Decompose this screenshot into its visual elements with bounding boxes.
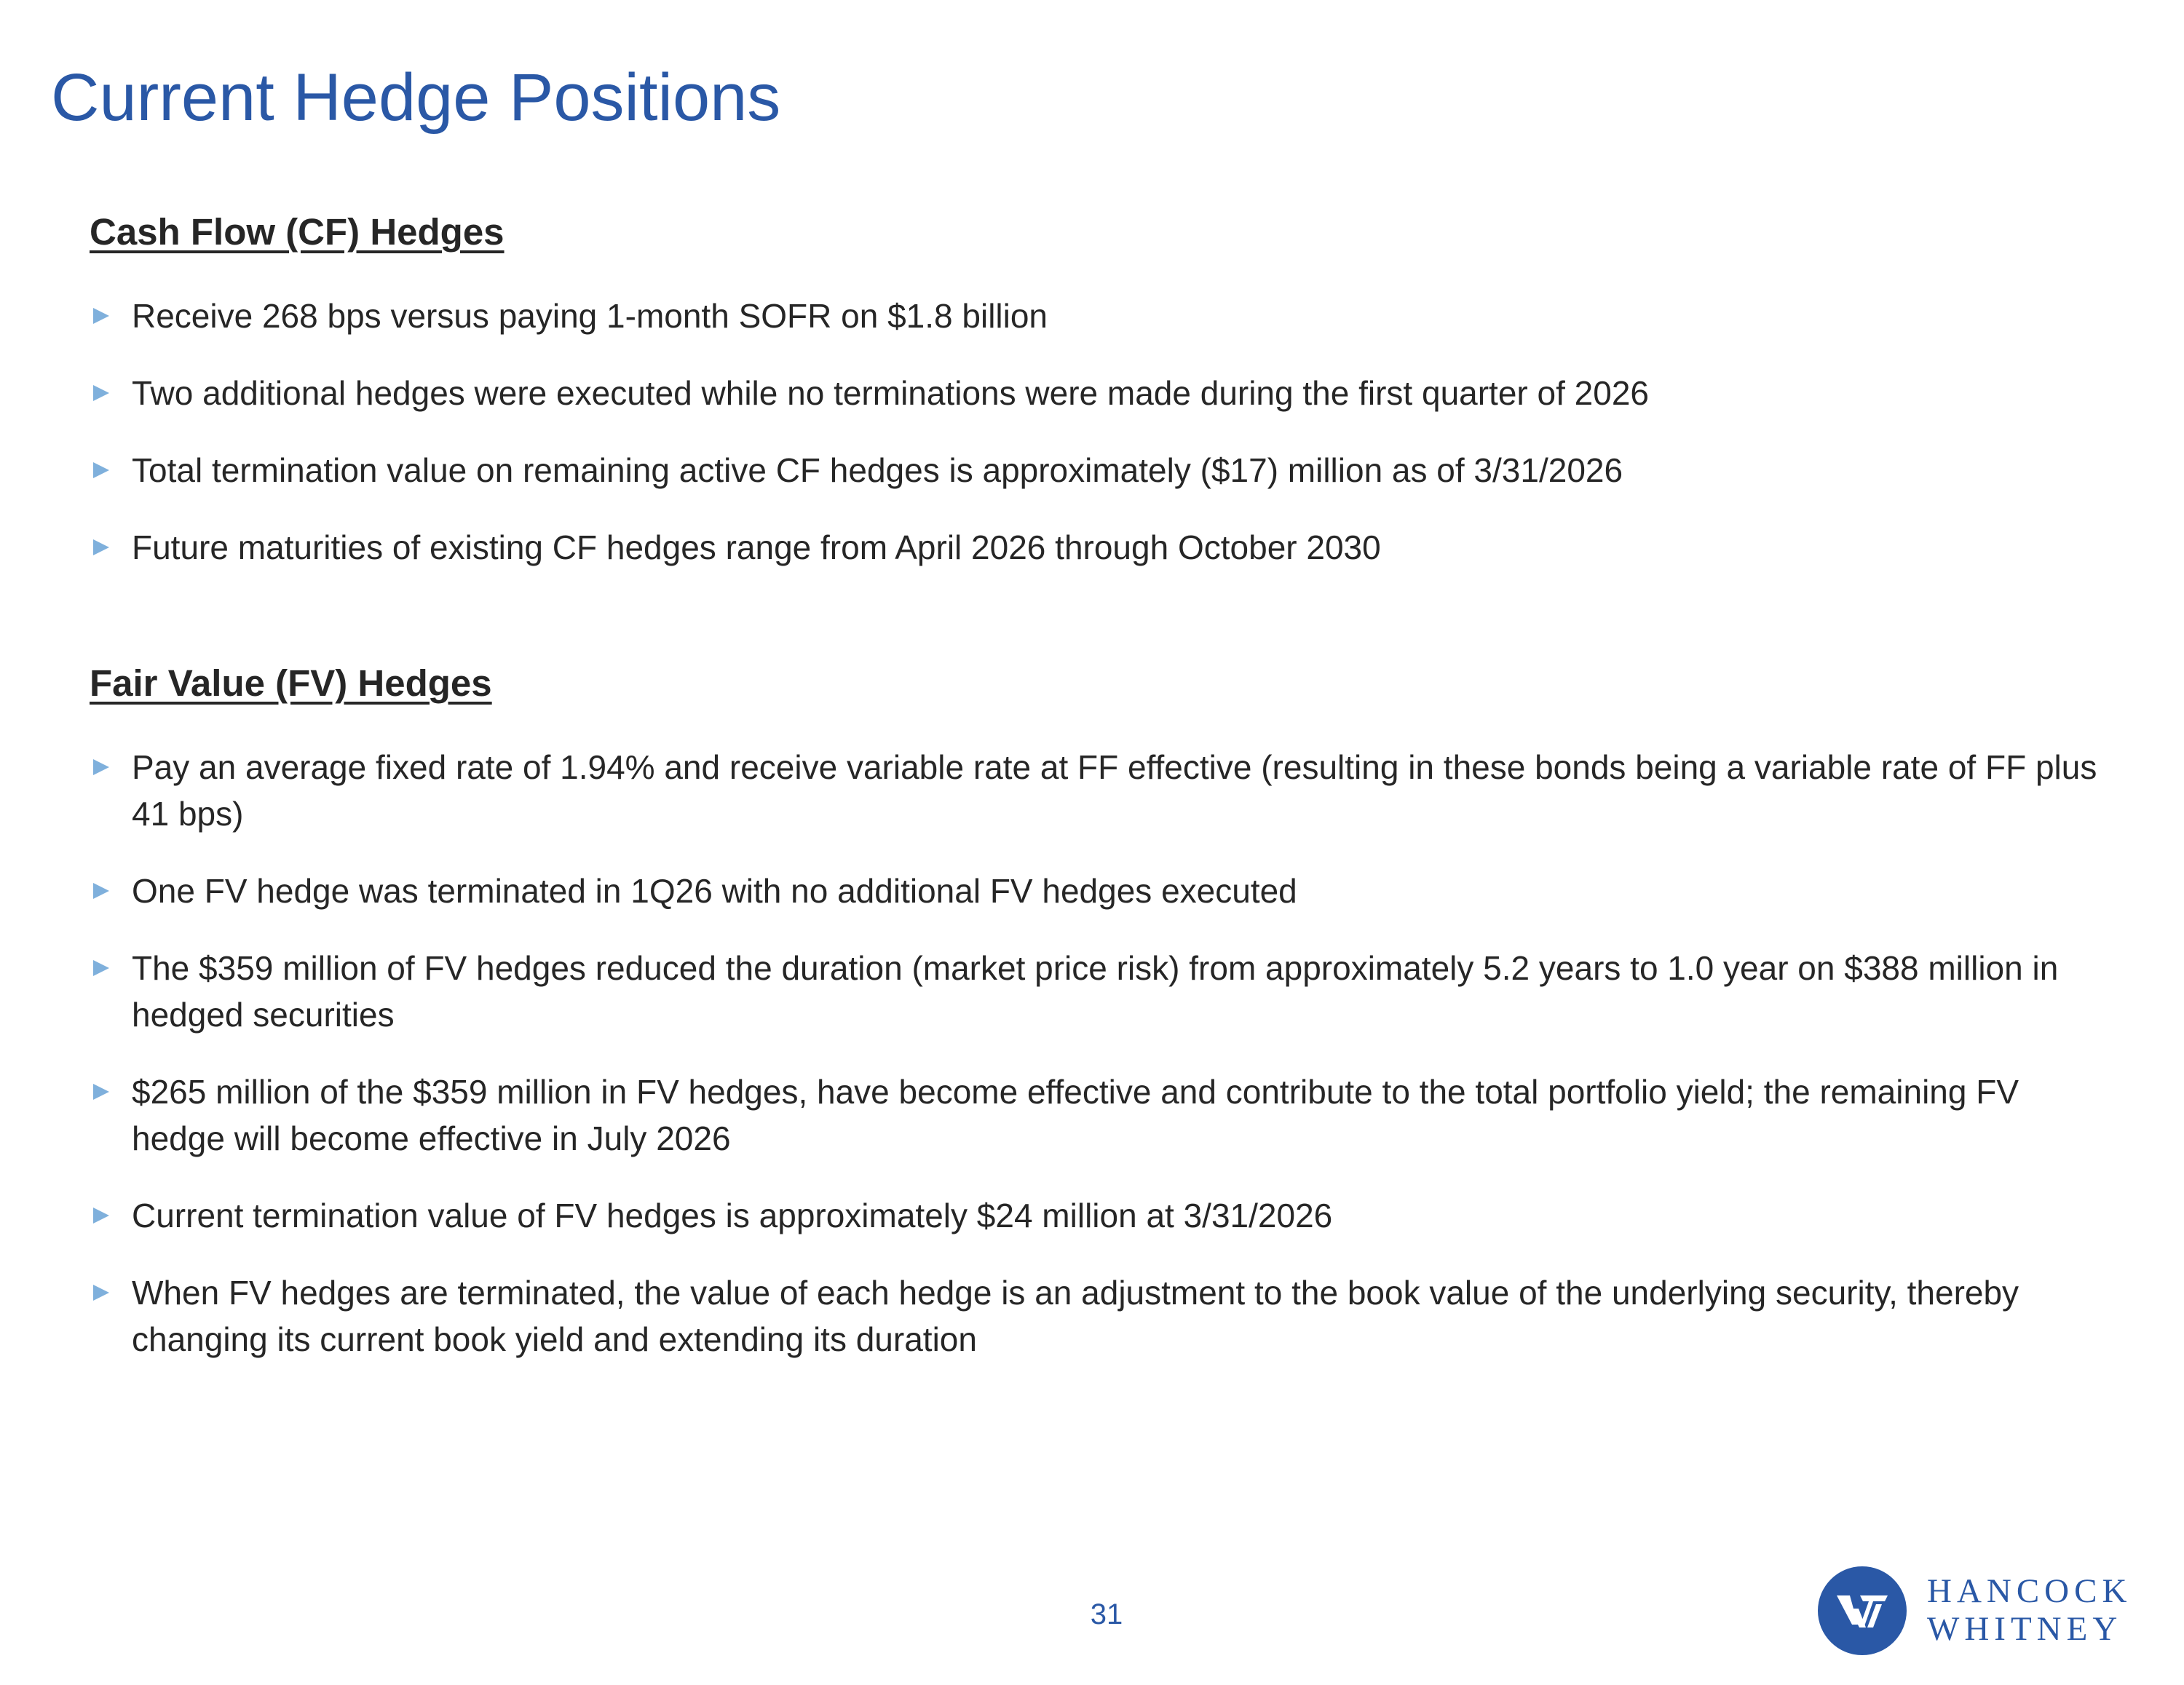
bullet-arrow-icon xyxy=(93,539,109,555)
list-item-text: Current termination value of FV hedges is approximately $24 million at 3/31/2026 xyxy=(132,1197,1333,1234)
list-item-text: The $359 million of FV hedges reduced the duration (market price risk) from approximately 5.2 years to 1.0 year on $388 million in hedged securities xyxy=(132,949,2059,1034)
list-item xyxy=(90,447,2113,493)
logo-wordmark xyxy=(1927,1572,2132,1648)
fair-value-hedges-heading: Fair Value (FV) Hedges xyxy=(90,662,492,704)
list-item-text: Receive 268 bps versus paying 1-month SOFR on $1.8 billion xyxy=(132,297,1048,335)
list-item xyxy=(90,1192,2113,1239)
bullet-arrow-icon xyxy=(93,1084,109,1100)
list-item xyxy=(90,945,2113,1038)
list-item xyxy=(90,744,2113,837)
cash-flow-hedges-heading: Cash Flow (CF) Hedges xyxy=(90,211,505,253)
list-item-text: Two additional hedges were executed while no terminations were made during the first quarter of 2026 xyxy=(132,374,1649,412)
bullet-arrow-icon xyxy=(93,759,109,775)
list-item-text: When FV hedges are terminated, the value of each hedge is an adjustment to the book value of the underlying security, thereby changing its current book yield and extending its duration xyxy=(132,1274,2019,1358)
hancock-whitney-logo-mark-icon xyxy=(1818,1566,1907,1655)
list-item-text: Total termination value on remaining active CF hedges is approximately ($17) million as of 3/31/2026 xyxy=(132,451,1623,489)
list-item xyxy=(90,1269,2113,1363)
list-item xyxy=(90,293,2113,339)
list-item-text: $265 million of the $359 million in FV hedges, have become effective and contribute to the total portfolio yield; the remaining FV hedge will become effective in July 2026 xyxy=(132,1073,2019,1157)
list-item xyxy=(90,524,2113,571)
bullet-arrow-icon xyxy=(93,883,109,899)
list-item-text: Future maturities of existing CF hedges range from April 2026 through October 2030 xyxy=(132,528,1381,566)
list-item xyxy=(90,1069,2113,1162)
bullet-arrow-icon xyxy=(93,1208,109,1224)
logo-line-hancock: HANCOCK xyxy=(1927,1572,2132,1610)
page-title: Current Hedge Positions xyxy=(51,60,781,135)
fair-value-hedges-list xyxy=(90,744,2113,1393)
bullet-arrow-icon xyxy=(93,308,109,324)
page-number: 31 xyxy=(1090,1598,1123,1630)
bullet-arrow-icon xyxy=(93,960,109,976)
list-item xyxy=(90,868,2113,914)
hancock-whitney-logo xyxy=(1818,1563,2132,1658)
bullet-arrow-icon xyxy=(93,1285,109,1301)
bullet-arrow-icon xyxy=(93,385,109,401)
logo-line-whitney: WHITNEY xyxy=(1927,1610,2123,1648)
cash-flow-hedges-list xyxy=(90,293,2113,601)
list-item-text: Pay an average fixed rate of 1.94% and receive variable rate at FF effective (resulting in these bonds being a variable rate of FF plus 41 bps) xyxy=(132,748,2097,833)
bullet-arrow-icon xyxy=(93,462,109,478)
list-item-text: One FV hedge was terminated in 1Q26 with no additional FV hedges executed xyxy=(132,872,1297,910)
list-item xyxy=(90,370,2113,416)
